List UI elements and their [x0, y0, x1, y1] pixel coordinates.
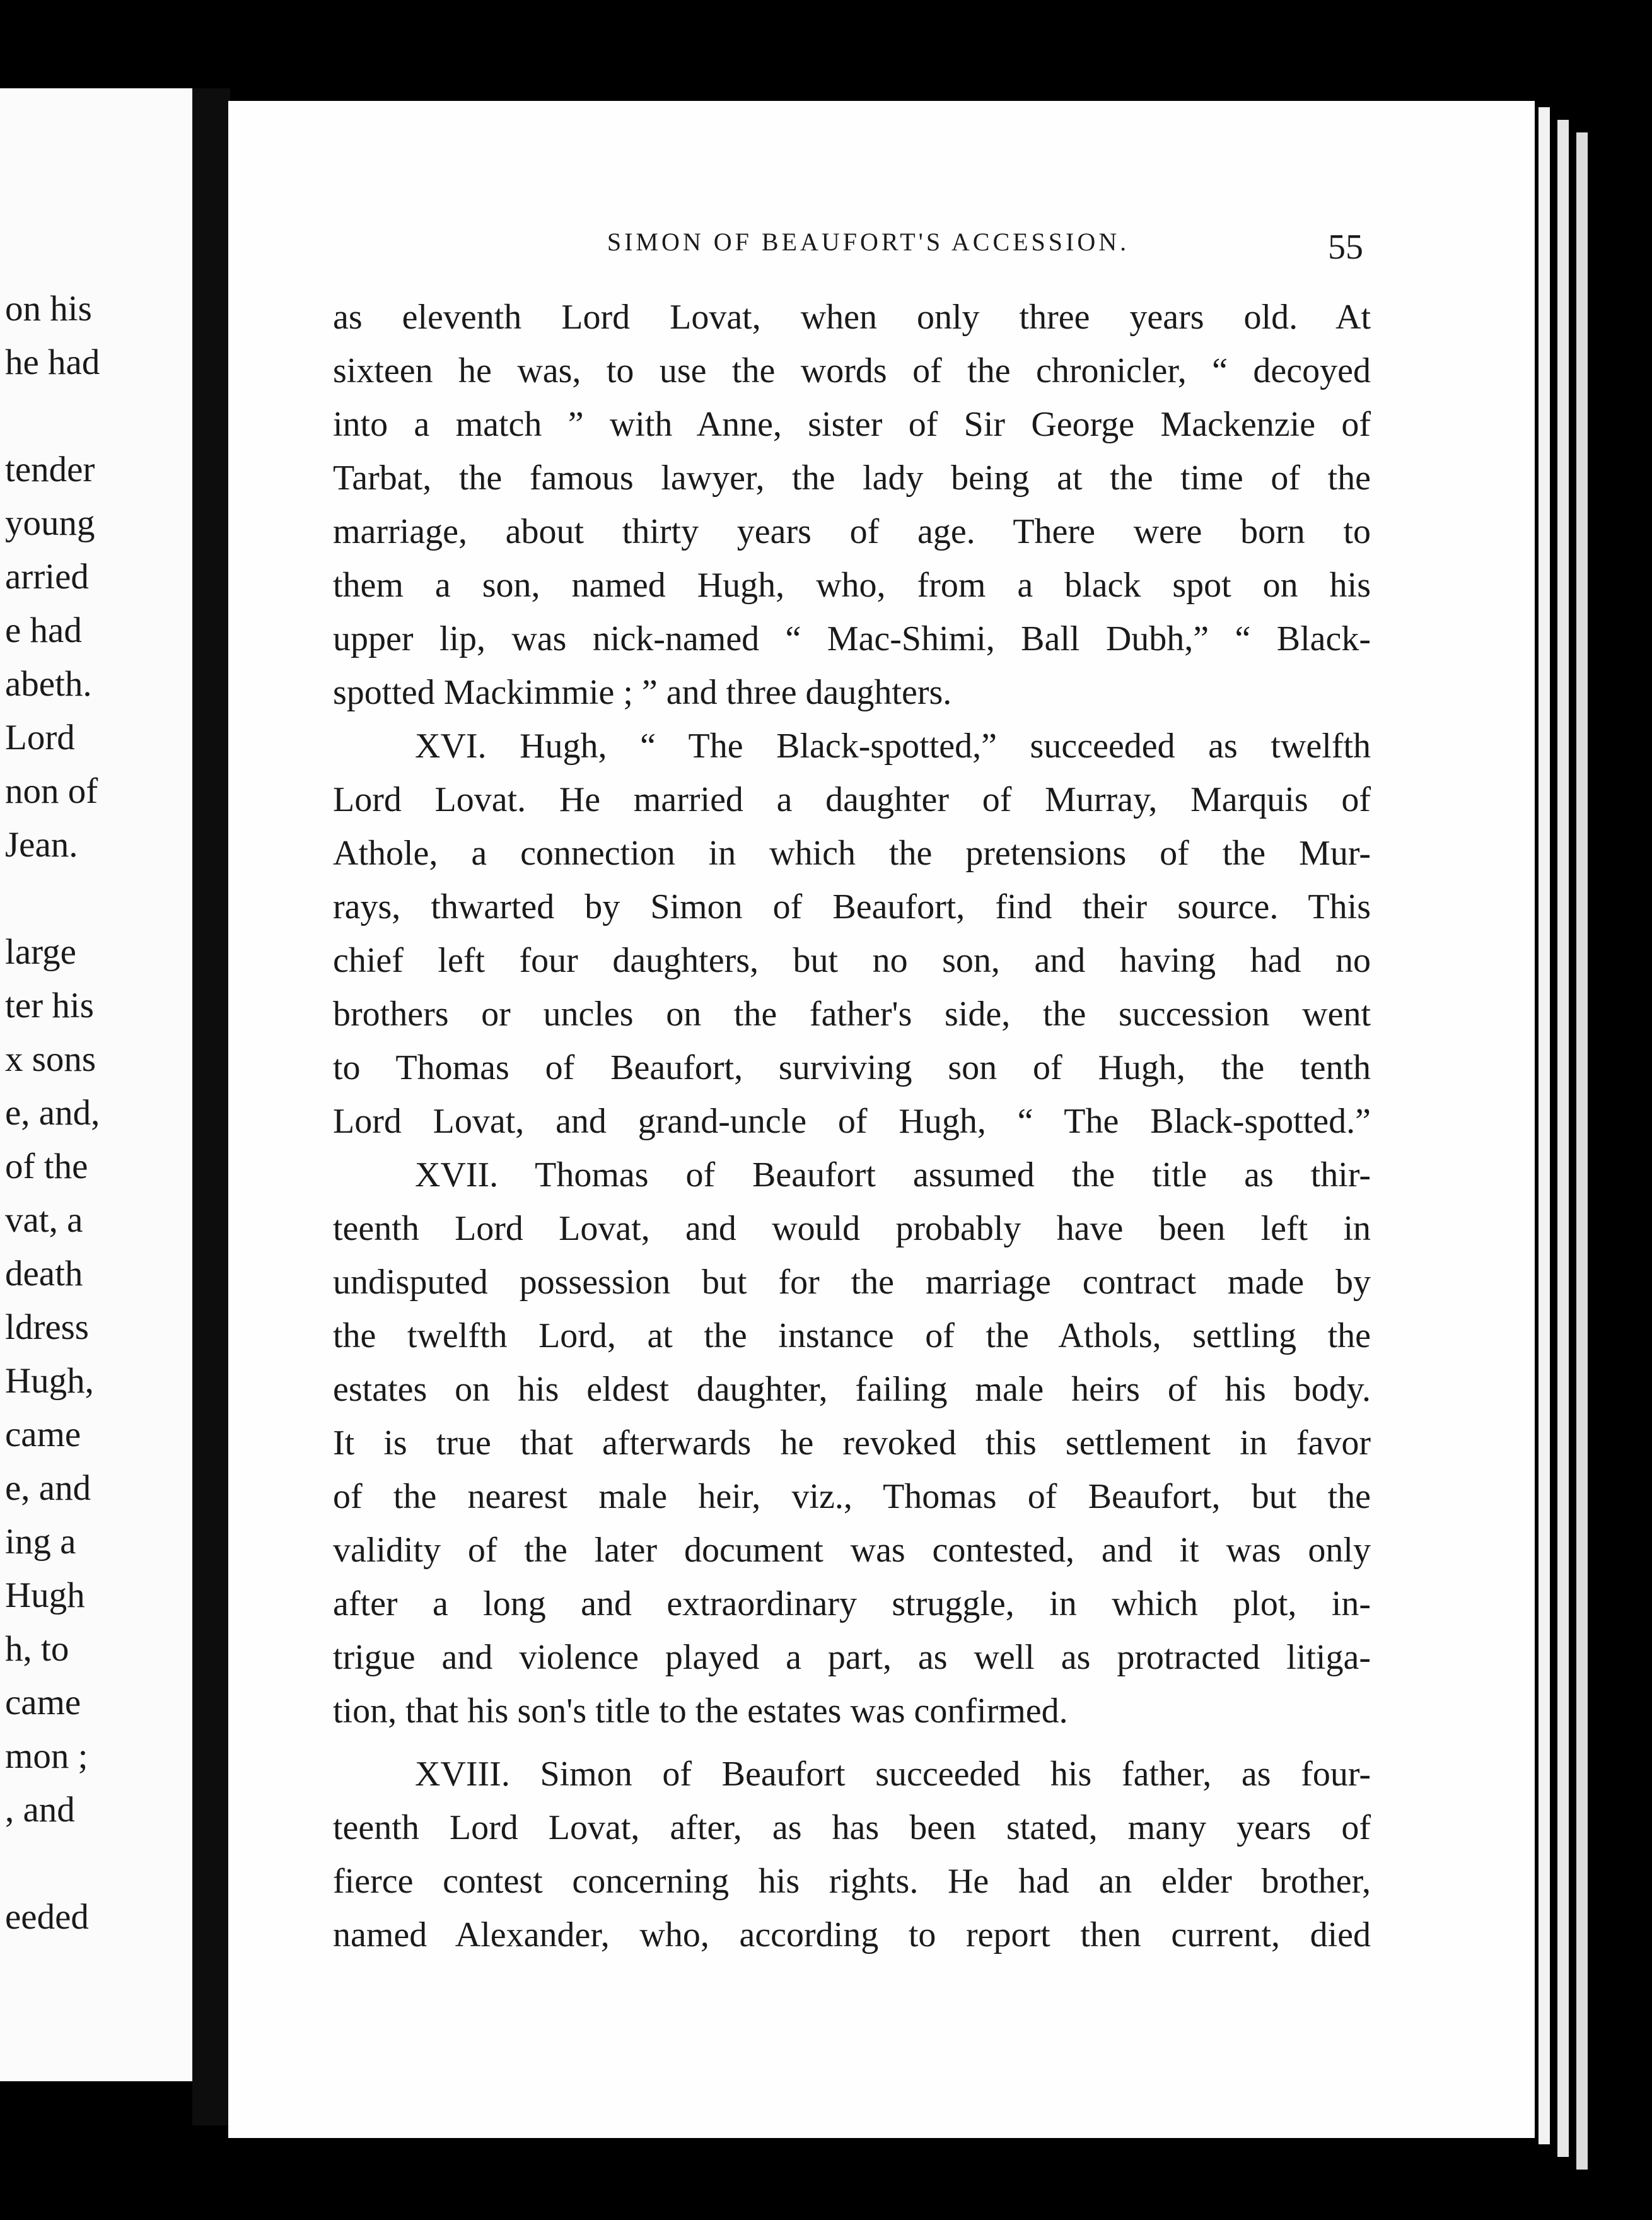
text-line: undisputed possession but for the marriage contract made by: [333, 1263, 1371, 1302]
text-line: the twelfth Lord, at the instance of the Athols, settling the: [333, 1316, 1371, 1355]
text-line: brothers or uncles on the father's side, the succession went: [333, 995, 1371, 1034]
left-page-fragment: tender: [5, 450, 95, 489]
text-line: rays, thwarted by Simon of Beaufort, find their source. This: [333, 887, 1371, 926]
text-line: into a match ” with Anne, sister of Sir George Mackenzie of: [333, 405, 1371, 444]
left-page-fragment: ing a: [5, 1522, 76, 1562]
page-edge: [1576, 132, 1588, 2170]
text-line: trigue and violence played a part, as well as protracted litiga-: [333, 1638, 1371, 1677]
left-page-fragment: abeth.: [5, 664, 92, 704]
text-line: to Thomas of Beaufort, surviving son of Hugh, the tenth: [333, 1048, 1371, 1087]
text-line: after a long and extraordinary struggle, in which plot, in-: [333, 1584, 1371, 1623]
left-page-fragment: e, and,: [5, 1093, 100, 1133]
text-line: Athole, a connection in which the pretensions of the Mur-: [333, 834, 1371, 873]
text-line: validity of the later document was contested, and it was only: [333, 1531, 1371, 1570]
left-page-fragment: ldress: [5, 1307, 89, 1347]
text-line: them a son, named Hugh, who, from a black spot on his: [333, 566, 1371, 605]
left-page-fragment: he had: [5, 342, 100, 382]
text-line: of the nearest male heir, viz., Thomas of Beaufort, but the: [333, 1477, 1371, 1516]
left-page-fragment: h, to: [5, 1629, 69, 1669]
book-gutter: [192, 88, 230, 2125]
left-page-fragment: on his: [5, 289, 92, 329]
text-line: sixteen he was, to use the words of the chronicler, “ decoyed: [333, 351, 1371, 390]
text-line: tion, that his son's title to the estates was confirmed.: [333, 1691, 1068, 1731]
text-line: named Alexander, who, according to report then current, died: [333, 1915, 1371, 1954]
text-line: Tarbat, the famous lawyer, the lady being at the time of the: [333, 459, 1371, 498]
left-page-fragment: Jean.: [5, 825, 78, 865]
left-page-fragment: ter his: [5, 986, 94, 1025]
left-page-fragment: young: [5, 503, 95, 543]
page-edge: [1557, 120, 1569, 2157]
left-page-fragment: mon ;: [5, 1736, 88, 1776]
text-line: fierce contest concerning his rights. He had an elder brother,: [333, 1862, 1371, 1901]
left-page-fragment: Hugh: [5, 1575, 85, 1615]
text-line: upper lip, was nick-named “ Mac-Shimi, Ball Dubh,” “ Black-: [333, 619, 1371, 658]
text-line: marriage, about thirty years of age. There were born to: [333, 512, 1371, 551]
left-page-fragment: non of: [5, 771, 98, 811]
page-edge: [1539, 107, 1550, 2144]
text-line: XVI. Hugh, “ The Black-spotted,” succeeded as twelfth: [415, 727, 1371, 766]
text-line: XVII. Thomas of Beaufort assumed the title as thir-: [415, 1155, 1371, 1195]
left-page-fragment: e, and: [5, 1468, 91, 1508]
text-line: XVIII. Simon of Beaufort succeeded his father, as four-: [415, 1755, 1371, 1794]
text-line: teenth Lord Lovat, after, as has been stated, many years of: [333, 1808, 1371, 1847]
facing-page-left: [0, 88, 192, 2081]
text-line: estates on his eldest daughter, failing male heirs of his body.: [333, 1370, 1371, 1409]
left-page-fragment: x sons: [5, 1039, 96, 1079]
text-line: spotted Mackimmie ; ” and three daughters.: [333, 673, 952, 712]
left-page-fragment: Hugh,: [5, 1361, 94, 1401]
left-page-fragment: large: [5, 932, 76, 972]
text-line: as eleventh Lord Lovat, when only three years old. At: [333, 298, 1371, 337]
left-page-fragment: of the: [5, 1147, 88, 1186]
text-line: It is true that afterwards he revoked this settlement in favor: [333, 1423, 1371, 1463]
left-page-fragment: death: [5, 1254, 83, 1294]
left-page-fragment: e had: [5, 610, 82, 650]
left-page-fragment: vat, a: [5, 1200, 83, 1240]
page-number: 55: [1328, 228, 1363, 267]
left-page-fragment: Lord: [5, 718, 75, 757]
text-line: chief left four daughters, but no son, and having had no: [333, 941, 1371, 980]
text-line: Lord Lovat. He married a daughter of Murray, Marquis of: [333, 780, 1371, 819]
left-page-fragment: came: [5, 1415, 81, 1454]
left-page-fragment: eeded: [5, 1897, 89, 1937]
left-page-fragment: arried: [5, 557, 89, 597]
left-page-fragment: , and: [5, 1790, 75, 1830]
left-page-fragment: came: [5, 1683, 81, 1722]
running-head: SIMON OF BEAUFORT'S ACCESSION.: [607, 228, 1130, 256]
text-line: Lord Lovat, and grand-uncle of Hugh, “ The Black-spotted.”: [333, 1102, 1371, 1141]
text-line: teenth Lord Lovat, and would probably have been left in: [333, 1209, 1371, 1248]
